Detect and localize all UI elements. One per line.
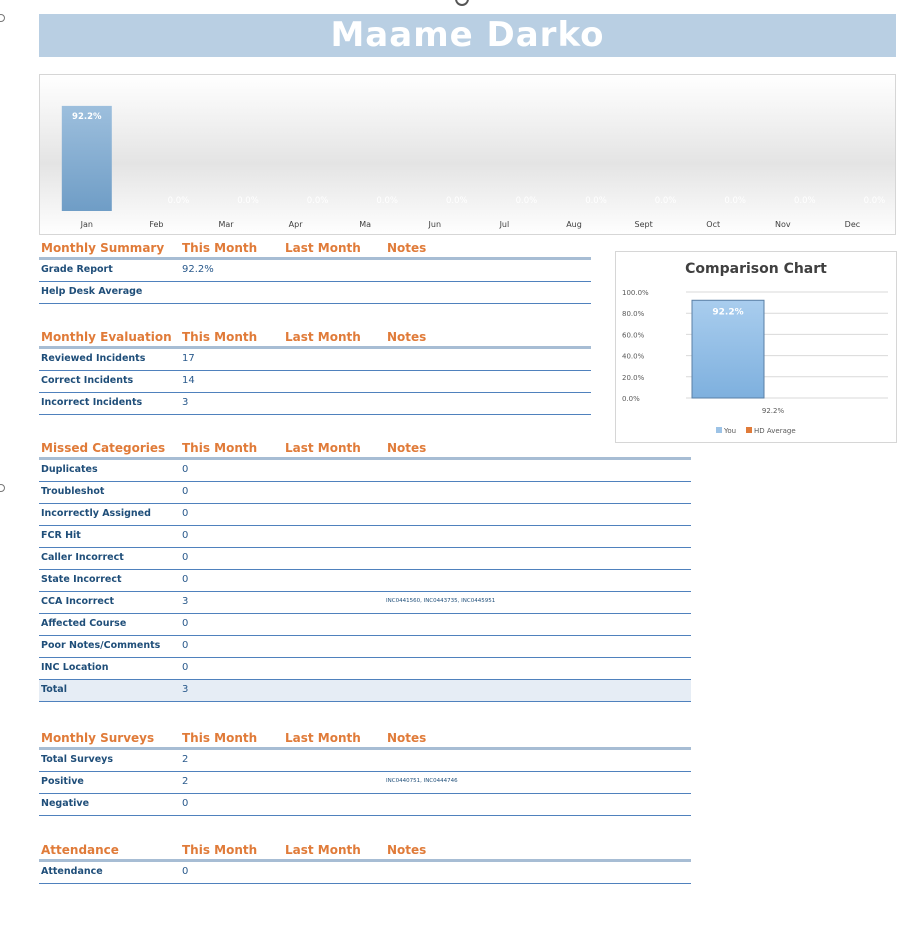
missed-categories-header [39, 443, 691, 460]
monthly-evaluation-header [39, 332, 591, 349]
employee-name: Maame Darko [330, 15, 605, 55]
comparison-chart-title: Comparison Chart [685, 261, 827, 277]
row-value: 0 [182, 618, 189, 629]
tick-label: Dec [844, 220, 861, 229]
summary-rows [39, 260, 591, 304]
row-label: CCA Incorrect [41, 596, 115, 607]
table-row [39, 614, 691, 636]
table-row [39, 592, 691, 614]
col-this-month: This Month [182, 241, 258, 255]
table-row [39, 862, 691, 884]
table-row [39, 548, 691, 570]
data-label: 0.0% [515, 196, 538, 206]
row-value: 0 [182, 662, 189, 673]
y-tick-label: 20.0% [622, 373, 645, 382]
tick-label: Ma [359, 220, 372, 229]
col-notes: Notes [387, 441, 427, 455]
tick-label: Jul [499, 220, 510, 229]
category-label: 92.2% [761, 407, 785, 415]
tick-label: Aug [566, 220, 582, 229]
row-label: Reviewed Incidents [41, 353, 146, 364]
data-label: 0.0% [793, 196, 816, 206]
comparison-chart [615, 251, 897, 443]
row-label: Positive [41, 776, 84, 787]
row-label: State Incorrect [41, 574, 122, 585]
row-label: Negative [41, 798, 90, 809]
table-row [39, 393, 591, 415]
section-title: Attendance [41, 843, 119, 857]
table-row [39, 526, 691, 548]
monthly-surveys-section [39, 733, 691, 816]
data-label: 0.0% [724, 196, 747, 206]
legend-swatch [716, 427, 722, 433]
monthly-grade-chart [39, 74, 896, 235]
table-row [39, 636, 691, 658]
attendance-header [39, 845, 691, 862]
col-notes: Notes [387, 731, 427, 745]
table-row [39, 460, 691, 482]
tick-label: Apr [288, 220, 303, 229]
tick-label: Sept [634, 220, 653, 229]
margin-marker [0, 484, 5, 492]
table-row [39, 570, 691, 592]
row-label: Caller Incorrect [41, 552, 124, 563]
col-notes: Notes [387, 241, 427, 255]
row-label: Troubleshot [41, 486, 105, 497]
tick-label: Nov [774, 220, 791, 229]
col-this-month: This Month [182, 843, 258, 857]
data-label: 0.0% [306, 196, 329, 206]
table-row [39, 658, 691, 680]
y-tick-label: 100.0% [622, 289, 649, 297]
data-label: 0.0% [445, 196, 468, 206]
tick-label: Feb [149, 220, 164, 229]
data-label: 0.0% [585, 196, 607, 206]
row-value: 0 [182, 486, 189, 497]
data-label: 92.2% [712, 307, 744, 318]
y-tick-label: 0.0% [622, 395, 640, 403]
row-value: 0 [182, 866, 189, 877]
row-label: FCR Hit [41, 530, 81, 541]
monthly-surveys-header [39, 733, 691, 750]
data-label: 0.0% [863, 196, 886, 206]
data-label: 0.0% [167, 196, 190, 206]
attendance-rows [39, 862, 691, 884]
row-label: Poor Notes/Comments [41, 640, 161, 651]
row-label: Attendance [41, 866, 103, 877]
name-banner [39, 14, 896, 57]
row-label: Incorrect Incidents [41, 397, 143, 408]
row-value: 0 [182, 574, 189, 585]
evaluation-rows [39, 349, 591, 415]
row-note: INC0440751, INC0444746 [386, 778, 458, 784]
row-value: 3 [182, 596, 189, 607]
row-value: 0 [182, 508, 189, 519]
table-row [39, 260, 591, 282]
monthly-summary-header [39, 243, 591, 260]
row-value: 3 [182, 397, 189, 408]
table-row [39, 772, 691, 794]
row-label: Incorrectly Assigned [41, 508, 151, 519]
row-value: 3 [182, 684, 189, 695]
monthly-evaluation-section [39, 332, 591, 415]
row-value: 2 [182, 776, 189, 787]
legend-label: You [724, 427, 737, 435]
table-row [39, 680, 691, 702]
data-label: 0.0% [376, 196, 399, 206]
attendance-section [39, 845, 691, 884]
col-last-month: Last Month [285, 330, 361, 344]
col-this-month: This Month [182, 441, 258, 455]
missed-rows [39, 460, 691, 702]
monthly-summary-section [39, 243, 591, 304]
surveys-rows [39, 750, 691, 816]
top-decoration [455, 0, 469, 6]
table-row [39, 794, 691, 816]
table-row [39, 482, 691, 504]
y-tick-label: 60.0% [622, 331, 645, 340]
margin-marker [0, 14, 5, 22]
col-this-month: This Month [182, 731, 258, 745]
col-last-month: Last Month [285, 731, 361, 745]
table-row [39, 371, 591, 393]
data-label: 92.2% [72, 111, 102, 122]
comparison-chart-svg [616, 252, 898, 444]
tick-label: Mar [218, 220, 234, 229]
tick-label: Jan [80, 220, 93, 229]
row-value: 2 [182, 754, 189, 765]
col-notes: Notes [387, 843, 427, 857]
monthly-grade-chart-svg [40, 75, 896, 235]
row-value: 0 [182, 640, 189, 651]
missed-categories-section [39, 443, 691, 702]
row-label: Affected Course [41, 618, 127, 629]
section-title: Monthly Surveys [41, 731, 155, 745]
tick-label: Oct [706, 220, 721, 229]
col-this-month: This Month [182, 330, 258, 344]
section-title: Monthly Summary [41, 241, 165, 255]
data-label: 0.0% [237, 196, 259, 206]
row-note: INC0441560, INC0443735, INC0445951 [386, 598, 496, 604]
table-row [39, 349, 591, 371]
legend-label: HD Average [754, 427, 796, 435]
row-label: Total Surveys [41, 754, 114, 765]
tick-label: Jun [428, 220, 442, 229]
table-row [39, 504, 691, 526]
row-value: 0 [182, 530, 189, 541]
section-title: Missed Categories [41, 441, 166, 455]
row-label: Grade Report [41, 264, 113, 275]
row-value: 0 [182, 464, 189, 475]
col-notes: Notes [387, 330, 427, 344]
table-row [39, 750, 691, 772]
row-value: 14 [182, 375, 195, 386]
y-tick-label: 80.0% [622, 310, 645, 319]
chart-background [40, 75, 896, 235]
table-row [39, 282, 591, 304]
row-label: INC Location [41, 662, 109, 673]
row-value: 17 [182, 353, 195, 364]
row-label: Duplicates [41, 464, 98, 475]
row-label: Total [41, 684, 67, 695]
col-last-month: Last Month [285, 441, 361, 455]
row-value: 0 [182, 798, 189, 809]
row-label: Correct Incidents [41, 375, 134, 386]
row-value: 92.2% [182, 264, 214, 275]
col-last-month: Last Month [285, 241, 361, 255]
legend-swatch [746, 427, 752, 433]
section-title: Monthly Evaluation [41, 330, 172, 344]
row-label: Help Desk Average [41, 286, 143, 297]
row-value: 0 [182, 552, 189, 563]
data-label: 0.0% [654, 196, 677, 206]
col-last-month: Last Month [285, 843, 361, 857]
y-tick-label: 40.0% [622, 352, 645, 361]
